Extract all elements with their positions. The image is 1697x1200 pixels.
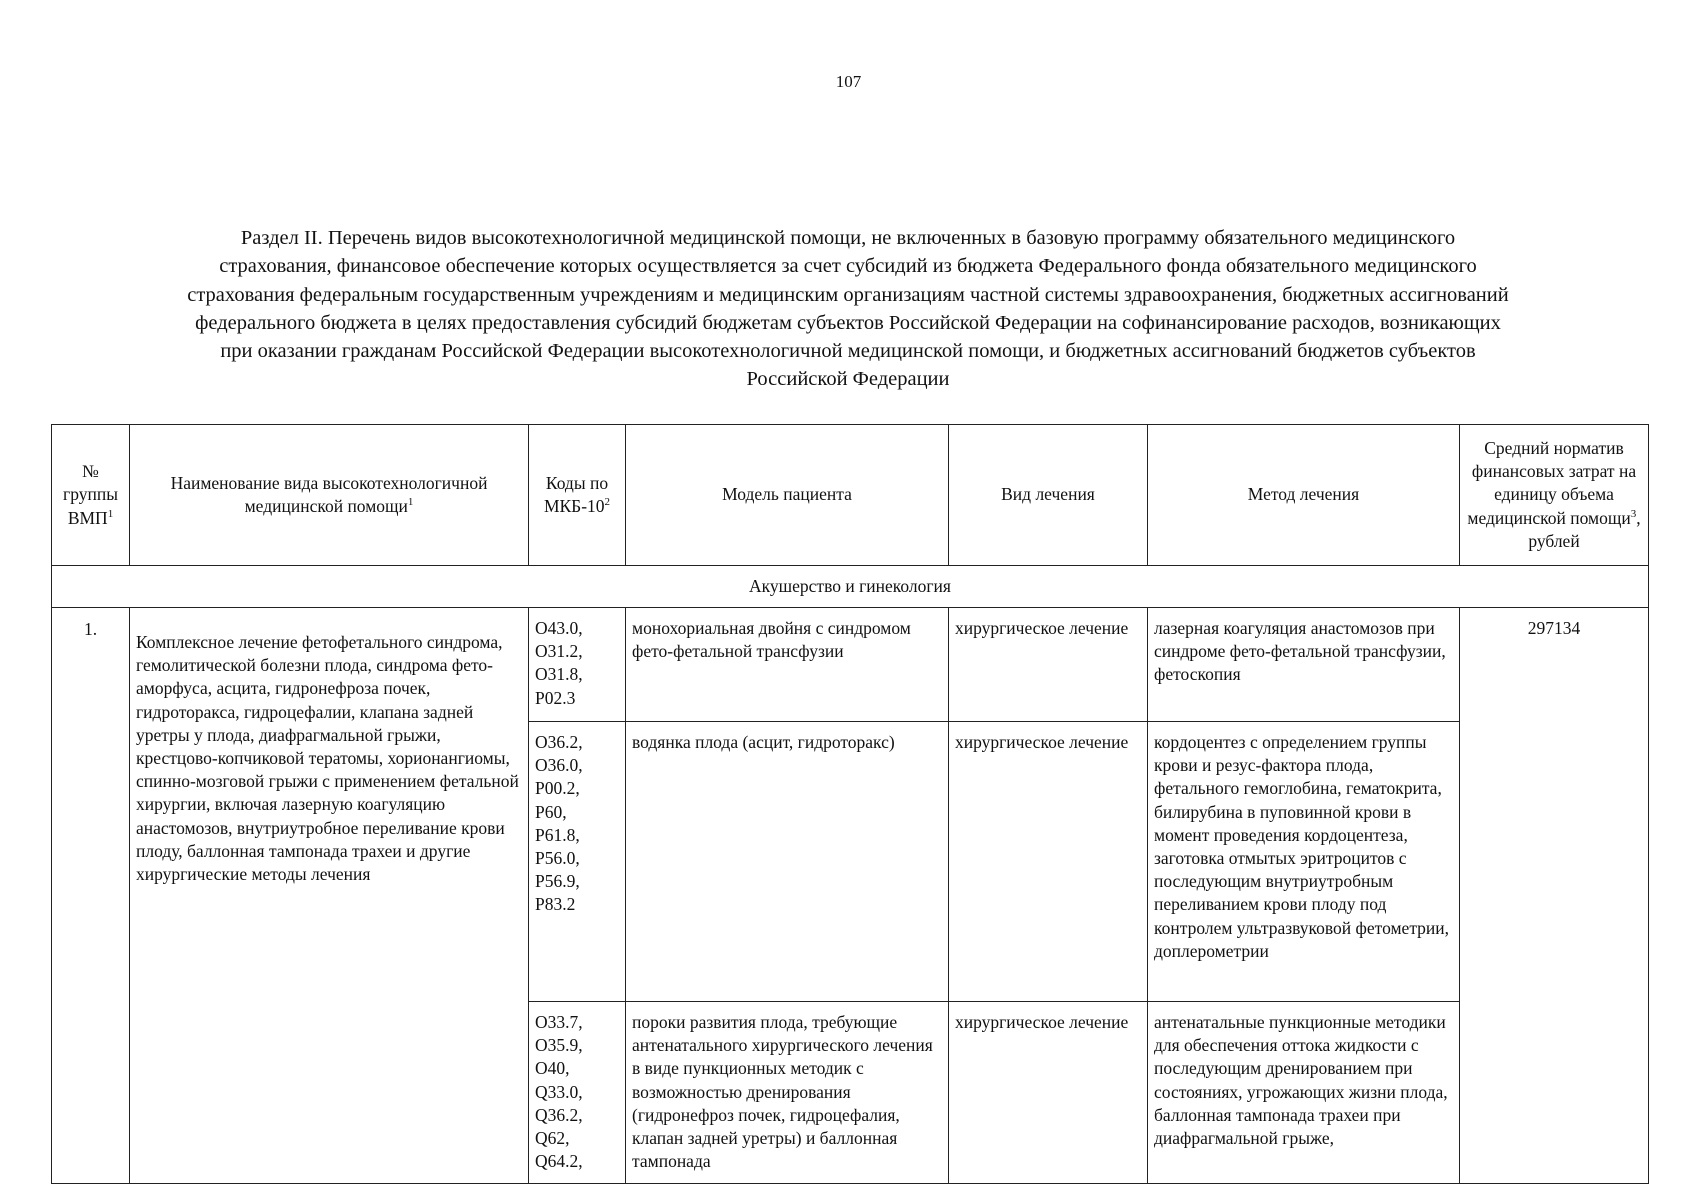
section-title-line: Раздел II. Перечень видов высокотехнологичной медицинской помощи, не включенных в базовую программу обязательного медицинского	[240, 227, 1456, 249]
header-patient-model: Модель пациента	[626, 425, 949, 566]
section-title-line: страхования, финансовое обеспечение которых осуществляется за счет субсидий из бюджета Федерального фонда обязательного медицинского	[219, 255, 1477, 278]
patient-model: водянка плода (асцит, гидроторакс)	[626, 722, 949, 1002]
treatment-method: антенатальные пункционные методики для обеспечения оттока жидкости с последующим дренированием при состояниях, угрожающих жизни плода, баллонная тампонада трахеи при диафрагмальной грыже,	[1148, 1002, 1460, 1184]
group-number: 1.	[52, 608, 130, 1184]
patient-model: монохориальная двойня с синдромом фето-фетальной трансфузии	[626, 608, 949, 722]
header-average-cost: Средний норматив финансовых затрат на единицу объема медицинской помощи$^3$, рублей	[1460, 425, 1649, 566]
section-title-line: страхования федеральным государственным учреждениям и медицинским организациям частной системы здравоохранения, бюджетных ассигнований	[187, 283, 1509, 306]
page-number: 107	[835, 72, 862, 91]
header-group-number: № группы ВМП$^1$	[52, 425, 130, 566]
icd-codes: O33.7, O35.9, O40, Q33.0, Q36.2, Q62, Q64.2,	[529, 1002, 626, 1184]
icd-codes: O43.0, O31.2, O31.8, P02.3	[529, 608, 626, 722]
treatment-type: хирургическое лечение	[949, 722, 1148, 1002]
treatment-type: хирургическое лечение	[949, 608, 1148, 722]
section-title-line: Российской Федерации	[746, 368, 950, 391]
icd-codes: O36.2, O36.0, P00.2, P60, P61.8, P56.0, P56.9, P83.2	[529, 722, 626, 1002]
treatment-type: хирургическое лечение	[949, 1002, 1148, 1184]
section-title-line: при оказании гражданам Российской Федерации высокотехнологичной медицинской помощи, и бюджетных ассигнований бюджетов субъектов	[220, 340, 1476, 363]
header-treatment-method: Метод лечения	[1148, 425, 1460, 566]
treatment-method: кордоцентез с определением группы крови и резус-фактора плода, фетального гемоглобина, гематокрита, билирубина в пуповинной крови в момент проведения кордоцентеза, заготовка отмытых эритроцитов с последующим внутриутробным переливанием крови плоду под контролем ультразвуковой фетометрии, доплерометрии	[1148, 722, 1460, 1002]
section-title-line: федерального бюджета в целях предоставления субсидий бюджетам субъектов Российской Федерации на софинансирование расходов, возникающих	[195, 311, 1501, 334]
header-treatment-type: Вид лечения	[949, 425, 1148, 566]
section-label: Акушерство и гинекология	[52, 566, 1649, 608]
table-header-row	[52, 425, 1649, 566]
care-name: Комплексное лечение фетофетального синдрома, гемолитической болезни плода, синдрома фето-аморфуса, асцита, гидронефроза почек, гидроторакса, гидроцефалии, клапана задней уретры у плода, диафрагмальной грыжи, крестцово-копчиковой тератомы, хорионангиомы, спинно-мозговой грыжи с применением фетальной хирургии, включая лазерную коагуляцию анастомозов, внутриутробное переливание крови плоду, баллонная тампонада трахеи и другие хирургические методы лечения	[130, 608, 529, 1184]
section-row	[52, 566, 1649, 608]
section-title	[58, 224, 1638, 394]
treatment-method: лазерная коагуляция анастомозов при синдроме фето-фетальной трансфузии, фетоскопия	[1148, 608, 1460, 722]
table-row	[52, 608, 1649, 722]
header-care-name: Наименование вида высокотехнологичной медицинской помощи$^1$	[130, 425, 529, 566]
patient-model: пороки развития плода, требующие антенатального хирургического лечения в виде пункционных методик с возможностью дренирования (гидронефроз почек, гидроцефалия, клапан задней уретры) и баллонная тампонада	[626, 1002, 949, 1184]
average-cost: 297134	[1460, 608, 1649, 1184]
vmp-table	[51, 424, 1649, 1184]
header-icd-codes: Коды по МКБ-$10^2$	[529, 425, 626, 566]
